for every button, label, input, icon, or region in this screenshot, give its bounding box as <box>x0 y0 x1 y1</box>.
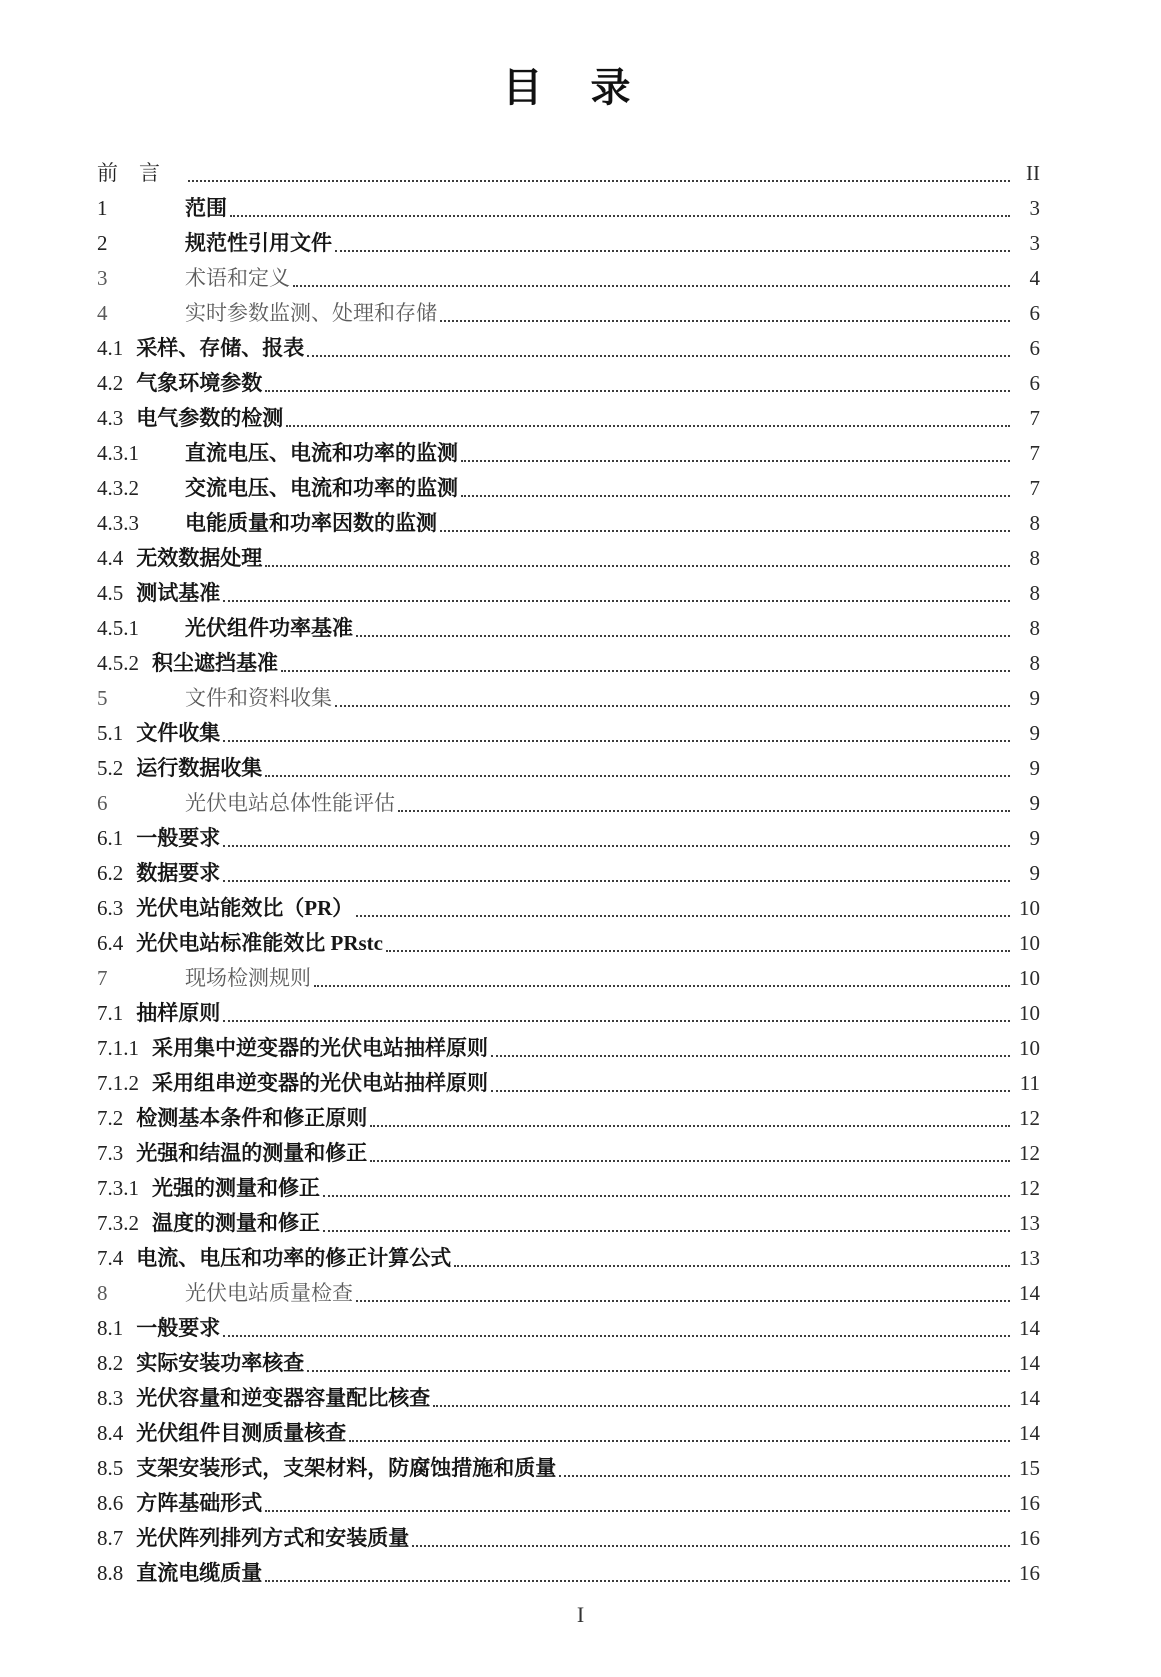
toc-entry <box>97 258 1040 293</box>
toc-entry-title: 方阵基础形式 <box>136 1491 263 1515</box>
toc-entry <box>97 223 1040 258</box>
toc-entry <box>97 1378 1040 1413</box>
toc-entry-number: 6.1 <box>97 826 124 850</box>
toc-entry-number: 8.3 <box>97 1386 124 1410</box>
dot-leader <box>223 1335 1010 1337</box>
toc-entry-page: 10 <box>1019 931 1040 955</box>
toc-entry <box>97 853 1040 888</box>
toc-entry-title: 光伏组件功率基准 <box>185 616 353 640</box>
toc-entry <box>97 433 1040 468</box>
toc-entry-page: 12 <box>1019 1176 1040 1200</box>
toc-entry-title: 运行数据收集 <box>136 756 263 780</box>
toc-entry <box>97 713 1040 748</box>
toc-entry-page: 15 <box>1019 1456 1040 1480</box>
dot-leader <box>223 845 1010 847</box>
toc-entry-page: 10 <box>1019 896 1040 920</box>
toc-entry-number: 前 言 <box>97 161 160 185</box>
dot-leader <box>265 775 1010 777</box>
toc-entry <box>97 398 1040 433</box>
toc-entry-number: 2 <box>97 231 108 255</box>
toc-entry-number: 4 <box>97 301 108 325</box>
toc-entry-title: 光伏电站总体性能评估 <box>185 791 395 815</box>
toc-entry <box>97 1273 1040 1308</box>
toc-entry <box>97 1518 1040 1553</box>
dot-leader <box>412 1545 1010 1547</box>
toc-entry-title: 光伏阵列排列方式和安装质量 <box>136 1526 410 1550</box>
dot-leader <box>440 320 1010 322</box>
toc-entry-title: 温度的测量和修正 <box>152 1211 320 1235</box>
toc-entry <box>97 1133 1040 1168</box>
dot-leader <box>188 180 1010 182</box>
dot-leader <box>370 1160 1010 1162</box>
toc-entry-title: 无效数据处理 <box>136 546 263 570</box>
toc-entry-number: 7.3.1 <box>97 1176 139 1200</box>
dot-leader <box>265 1510 1010 1512</box>
toc-entry-number: 5.1 <box>97 721 124 745</box>
toc-entry-number: 4.4 <box>97 546 124 570</box>
toc-entry-page: 4 <box>1029 266 1040 290</box>
toc-entry-title: 光伏电站能效比（PR） <box>136 896 354 920</box>
dot-leader <box>230 215 1010 217</box>
toc-entry-number: 4.2 <box>97 371 124 395</box>
toc-entry-number: 4.3.1 <box>97 441 139 465</box>
toc-entry-page: 12 <box>1019 1106 1040 1130</box>
toc-entry-page: 6 <box>1029 371 1040 395</box>
toc-entry-page: 10 <box>1019 1001 1040 1025</box>
toc-entry <box>97 1168 1040 1203</box>
toc-entry <box>97 293 1040 328</box>
toc-entry <box>97 1308 1040 1343</box>
toc-entry <box>97 1238 1040 1273</box>
toc-entry-number: 7.3.2 <box>97 1211 139 1235</box>
toc-entry-number: 8 <box>97 1281 108 1305</box>
dot-leader <box>223 600 1010 602</box>
toc-entry-page: 8 <box>1029 581 1040 605</box>
toc-entry <box>97 363 1040 398</box>
toc-entry-title: 测试基准 <box>136 581 221 605</box>
toc-entry-page: 11 <box>1019 1071 1040 1095</box>
toc-entry-page: 9 <box>1029 756 1040 780</box>
toc-entry-title: 一般要求 <box>136 1316 221 1340</box>
dot-leader <box>349 1440 1010 1442</box>
toc-entry-page: 13 <box>1019 1211 1040 1235</box>
toc-entry <box>97 573 1040 608</box>
toc-entry-title: 光强的测量和修正 <box>152 1176 320 1200</box>
toc-entry-page: 9 <box>1029 686 1040 710</box>
toc-entry <box>97 888 1040 923</box>
toc-entry <box>97 1553 1040 1588</box>
toc-entry-number: 4.5 <box>97 581 124 605</box>
toc-entry <box>97 608 1040 643</box>
toc-entry-page: 14 <box>1019 1421 1040 1445</box>
toc-entry-number: 4.1 <box>97 336 124 360</box>
toc-entry <box>97 1063 1040 1098</box>
toc-entry-title: 光伏容量和逆变器容量配比核查 <box>136 1386 431 1410</box>
toc-entry-number: 6.4 <box>97 931 124 955</box>
toc-entry-page: 14 <box>1019 1281 1040 1305</box>
toc-entry-title: 文件收集 <box>136 721 221 745</box>
dot-leader <box>491 1090 1010 1092</box>
page-title: 目 录 <box>502 65 635 110</box>
dot-leader <box>440 530 1010 532</box>
dot-leader <box>223 880 1010 882</box>
toc-entry-page: 8 <box>1029 546 1040 570</box>
dot-leader <box>323 1195 1010 1197</box>
dot-leader <box>314 985 1010 987</box>
dot-leader <box>307 1370 1010 1372</box>
toc-entry-title: 光伏电站标准能效比 PRstc <box>136 931 383 955</box>
toc-entry <box>97 643 1040 678</box>
toc-entry-number: 7.1.2 <box>97 1071 139 1095</box>
toc-entry-title: 支架安装形式，支架材料，防腐蚀措施和质量 <box>136 1456 557 1480</box>
dot-leader <box>356 915 1010 917</box>
dot-leader <box>223 740 1010 742</box>
dot-leader <box>356 1300 1010 1302</box>
toc-entry-page: 7 <box>1029 476 1040 500</box>
toc-entry-title: 范围 <box>185 196 227 220</box>
toc-entry-number: 6 <box>97 791 108 815</box>
toc-entry <box>97 153 1040 188</box>
toc-entry-title: 直流电压、电流和功率的监测 <box>185 441 458 465</box>
toc-entry <box>97 748 1040 783</box>
toc-entry-number: 6.2 <box>97 861 124 885</box>
dot-leader <box>398 810 1010 812</box>
toc-entry-number: 7 <box>97 966 108 990</box>
toc-entry-number: 7.4 <box>97 1246 124 1270</box>
toc-entry-title: 直流电缆质量 <box>136 1561 263 1585</box>
toc-entry-title: 光强和结温的测量和修正 <box>136 1141 368 1165</box>
toc-entry-page: 14 <box>1019 1351 1040 1375</box>
toc-entry-page: 7 <box>1029 441 1040 465</box>
toc-entry-page: 14 <box>1019 1316 1040 1340</box>
toc-entry-title: 电气参数的检测 <box>136 406 284 430</box>
toc-entry <box>97 818 1040 853</box>
toc-entry-page: 12 <box>1019 1141 1040 1165</box>
toc-entry-title: 一般要求 <box>136 826 221 850</box>
toc-entry-page: 6 <box>1029 336 1040 360</box>
toc-entry-title: 文件和资料收集 <box>185 686 332 710</box>
toc-entry <box>97 1028 1040 1063</box>
toc-entry-title: 实时参数监测、处理和存储 <box>185 301 437 325</box>
toc-entry-number: 4.5.1 <box>97 616 139 640</box>
toc-entry <box>97 538 1040 573</box>
dot-leader <box>461 495 1010 497</box>
dot-leader <box>461 460 1010 462</box>
dot-leader <box>293 285 1010 287</box>
toc-entry-page: 7 <box>1029 406 1040 430</box>
toc-entry-number: 5 <box>97 686 108 710</box>
toc-entry-number: 8.4 <box>97 1421 124 1445</box>
toc-entry-page: 9 <box>1029 721 1040 745</box>
dot-leader <box>454 1265 1010 1267</box>
toc-entry-number: 4.3.2 <box>97 476 139 500</box>
toc-entry-number: 7.1.1 <box>97 1036 139 1060</box>
dot-leader <box>265 565 1010 567</box>
toc-entry-title: 光伏组件目测质量核查 <box>136 1421 347 1445</box>
dot-leader <box>386 950 1010 952</box>
toc-entry <box>97 328 1040 363</box>
toc-entry-title: 检测基本条件和修正原则 <box>136 1106 368 1130</box>
toc-entry <box>97 503 1040 538</box>
toc-entry-page: 9 <box>1029 791 1040 815</box>
dot-leader <box>370 1125 1010 1127</box>
toc-entry-page: 16 <box>1019 1561 1040 1585</box>
toc-entry <box>97 993 1040 1028</box>
toc-entry-number: 6.3 <box>97 896 124 920</box>
toc-entry <box>97 1343 1040 1378</box>
toc-entry-page: 10 <box>1019 1036 1040 1060</box>
toc-entry-number: 8.2 <box>97 1351 124 1375</box>
toc-entry-page: 8 <box>1029 616 1040 640</box>
toc-entry <box>97 1413 1040 1448</box>
toc-entry-number: 8.1 <box>97 1316 124 1340</box>
toc-entry-title: 数据要求 <box>136 861 221 885</box>
dot-leader <box>335 705 1010 707</box>
toc-entry-number: 7.3 <box>97 1141 124 1165</box>
toc-entry <box>97 678 1040 713</box>
toc-entry-title: 现场检测规则 <box>185 966 311 990</box>
toc-list <box>97 153 1040 1588</box>
toc-entry <box>97 1448 1040 1483</box>
dot-leader <box>307 355 1010 357</box>
toc-entry-title: 电流、电压和功率的修正计算公式 <box>136 1246 452 1270</box>
toc-entry-page: 16 <box>1019 1526 1040 1550</box>
dot-leader <box>286 425 1010 427</box>
toc-entry <box>97 468 1040 503</box>
dot-leader <box>323 1230 1010 1232</box>
dot-leader <box>491 1055 1010 1057</box>
dot-leader <box>356 635 1010 637</box>
toc-entry <box>97 1483 1040 1518</box>
toc-entry <box>97 958 1040 993</box>
toc-entry-number: 8.7 <box>97 1526 124 1550</box>
toc-entry-title: 积尘遮挡基准 <box>152 651 278 675</box>
toc-entry <box>97 188 1040 223</box>
toc-entry-title: 采用集中逆变器的光伏电站抽样原则 <box>152 1036 488 1060</box>
toc-entry-title: 抽样原则 <box>136 1001 221 1025</box>
toc-entry-title: 电能质量和功率因数的监测 <box>185 511 437 535</box>
toc-entry-title: 光伏电站质量检查 <box>185 1281 353 1305</box>
toc-entry-page: 13 <box>1019 1246 1040 1270</box>
toc-entry-page: 3 <box>1029 231 1040 255</box>
toc-entry-number: 8.6 <box>97 1491 124 1515</box>
toc-entry-number: 7.1 <box>97 1001 124 1025</box>
toc-entry-number: 8.5 <box>97 1456 124 1480</box>
toc-entry-page: 14 <box>1019 1386 1040 1410</box>
toc-entry-page: 10 <box>1019 966 1040 990</box>
toc-entry-title: 采用组串逆变器的光伏电站抽样原则 <box>152 1071 488 1095</box>
dot-leader <box>281 670 1010 672</box>
dot-leader <box>433 1405 1010 1407</box>
toc-entry-page: II <box>1026 161 1040 185</box>
toc-entry-title: 气象环境参数 <box>136 371 263 395</box>
toc-entry <box>97 1098 1040 1133</box>
toc-entry <box>97 1203 1040 1238</box>
dot-leader <box>335 250 1010 252</box>
toc-entry-number: 4.5.2 <box>97 651 139 675</box>
toc-entry-number: 1 <box>97 196 108 220</box>
toc-entry-title: 交流电压、电流和功率的监测 <box>185 476 458 500</box>
toc-entry-page: 8 <box>1029 651 1040 675</box>
toc-entry-title: 实际安装功率核查 <box>136 1351 305 1375</box>
toc-entry-page: 3 <box>1029 196 1040 220</box>
dot-leader <box>559 1475 1010 1477</box>
dot-leader <box>265 390 1010 392</box>
toc-entry-page: 6 <box>1029 301 1040 325</box>
footer-page-number: I <box>576 1602 585 1627</box>
toc-entry-page: 16 <box>1019 1491 1040 1515</box>
toc-entry-title: 采样、存储、报表 <box>136 336 305 360</box>
toc-entry-number: 8.8 <box>97 1561 124 1585</box>
toc-entry-number: 7.2 <box>97 1106 124 1130</box>
toc-entry-page: 8 <box>1029 511 1040 535</box>
toc-entry <box>97 783 1040 818</box>
toc-entry <box>97 923 1040 958</box>
dot-leader <box>223 1020 1010 1022</box>
toc-entry-page: 9 <box>1029 861 1040 885</box>
toc-entry-number: 5.2 <box>97 756 124 780</box>
toc-entry-title: 术语和定义 <box>185 266 290 290</box>
toc-entry-page: 9 <box>1029 826 1040 850</box>
toc-entry-number: 4.3 <box>97 406 124 430</box>
toc-entry-number: 4.3.3 <box>97 511 139 535</box>
toc-entry-title: 规范性引用文件 <box>185 231 332 255</box>
toc-entry-number: 3 <box>97 266 108 290</box>
dot-leader <box>265 1580 1010 1582</box>
